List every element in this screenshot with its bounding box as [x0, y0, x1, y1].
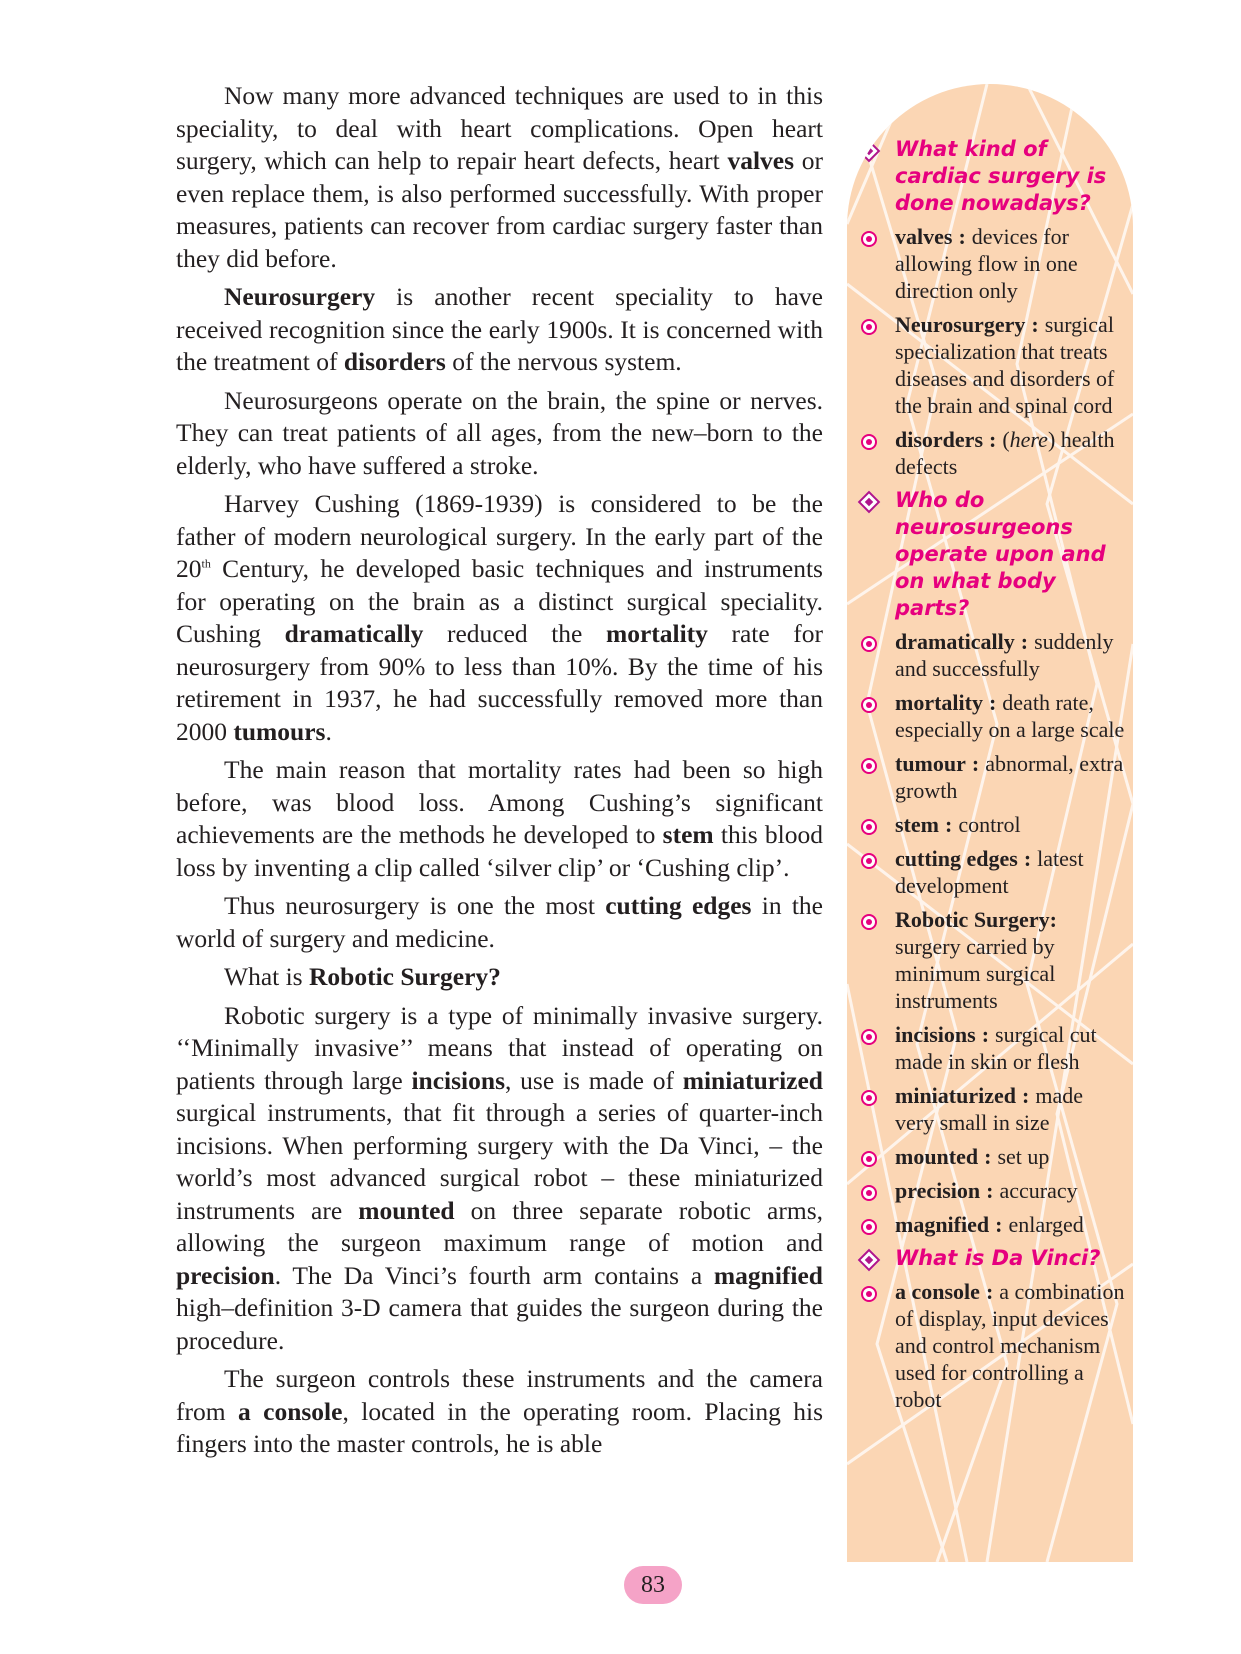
text-run: Neurosurgeons operate on the brain, the spine or nerves. They can treat patients of all ages, from the new–born to the elderly, who have suffered a stroke. — [176, 385, 823, 480]
text-run: reduced the — [423, 619, 606, 648]
circle-bullet-icon — [861, 1185, 877, 1201]
text-run: The main reason that mortality rates had been so high before, was blood loss. Among Cushing’s significant achievements are the methods he developed to — [176, 755, 823, 849]
circle-bullet-icon — [861, 1286, 877, 1302]
glossary-entry — [847, 223, 1133, 304]
term-separator: : — [971, 751, 980, 776]
highlighted-term: mounted — [358, 1195, 455, 1225]
glossary-note: here — [1009, 427, 1048, 452]
text-run: , located in the operating room. Placing his fingers into the master controls, he is able — [176, 1396, 824, 1458]
body-paragraph — [176, 1363, 823, 1461]
body-paragraph — [176, 80, 823, 275]
highlighted-term: a console — [237, 1396, 343, 1426]
body-paragraph — [176, 961, 823, 994]
highlighted-term: stem — [662, 820, 714, 849]
glossary-term: disorders — [895, 427, 983, 452]
circle-bullet-icon — [861, 819, 877, 835]
glossary-definition: surgery carried by minimum surgical instruments — [895, 934, 1056, 1013]
text-run: . — [325, 716, 332, 746]
circle-bullet-icon — [861, 697, 877, 713]
term-separator: : — [958, 224, 966, 249]
glossary-definition: surgical specialization that treats diseases and disorders of the brain and spinal cord — [895, 312, 1115, 418]
sidebar-question — [847, 136, 1133, 217]
text-run: rate for neurosurgery from 90% to less than 10%. By the time of his retirement in 1937, he had successfully removed more than 2000 — [176, 619, 823, 746]
main-text — [176, 80, 823, 1467]
glossary-definition: latest development — [895, 846, 1084, 898]
text-run: of the nervous system. — [445, 347, 682, 376]
glossary-entry — [847, 811, 1133, 838]
glossary-definition: control — [958, 812, 1021, 837]
glossary-list — [847, 136, 1133, 1420]
body-paragraph — [176, 754, 823, 884]
glossary-term: cutting edges — [895, 846, 1018, 871]
text-run: in the world of surgery and medicine. — [176, 891, 823, 953]
glossary-definition: death rate, especially on a large scale — [895, 690, 1125, 742]
glossary-definition: health defects — [895, 427, 1115, 479]
body-paragraph — [176, 281, 823, 379]
glossary-term: valves — [895, 224, 953, 249]
sidebar-question — [847, 487, 1133, 622]
glossary-entry — [847, 845, 1133, 899]
glossary-term: tumour — [895, 751, 966, 776]
glossary-definition: suddenly and successfully — [895, 629, 1114, 681]
body-paragraph — [176, 1000, 823, 1358]
glossary-term: precision — [895, 1178, 981, 1203]
circle-bullet-icon — [861, 758, 877, 774]
question-text: Who do neurosurgeons operate upon and on what body parts? — [895, 488, 1106, 620]
circle-bullet-icon — [861, 1029, 877, 1045]
diamond-bullet-icon — [858, 140, 881, 163]
glossary-entry — [847, 689, 1133, 743]
glossary-definition: surgical cut made in skin or flesh — [895, 1022, 1097, 1074]
text-run: What is — [224, 962, 309, 991]
glossary-entry — [847, 1143, 1133, 1170]
highlighted-term: disorders — [343, 347, 446, 376]
highlighted-term: Robotic Surgery? — [308, 962, 501, 991]
circle-bullet-icon — [861, 853, 877, 869]
glossary-entry — [847, 1211, 1133, 1238]
sidebar-question — [847, 1245, 1133, 1272]
text-run: this blood loss by inventing a clip called ‘silver clip’ or ‘Cushing clip’. — [176, 820, 823, 882]
text-run: surgical instruments, that fit through a series of quarter-inch incisions. When performing surgery with the Da Vinci, – the world’s most advanced surgical robot – these miniaturized instruments are — [176, 1098, 823, 1225]
highlighted-term: dramatically — [284, 619, 424, 648]
glossary-entry — [847, 311, 1133, 419]
superscript: th — [201, 556, 211, 571]
text-run: Harvey Cushing (1869-1939) is considered to be the father of modern neurological surgery. In the early part of the 20 — [176, 489, 823, 583]
term-separator: : — [984, 1144, 992, 1169]
highlighted-term: incisions — [411, 1065, 506, 1095]
glossary-term: mounted — [895, 1144, 979, 1169]
text-run: The surgeon controls these instruments and the camera from — [176, 1364, 823, 1426]
text-run: , use is made of — [505, 1065, 683, 1095]
highlighted-term: miniaturized — [682, 1065, 823, 1095]
circle-bullet-icon — [861, 231, 877, 247]
glossary-term: magnified — [895, 1212, 990, 1237]
glossary-term: miniaturized — [895, 1083, 1016, 1108]
body-paragraph — [176, 890, 823, 955]
text-run: Century, he developed basic techniques and instruments for operating on the brain as a distinct surgical speciality. Cushing — [176, 554, 823, 648]
term-separator: : — [989, 427, 997, 452]
text-run: or even replace them, is also performed successfully. With proper measures, patients can recover from cardiac surgery faster than they did before. — [176, 146, 823, 273]
text-run: . The Da Vinci’s fourth arm contains a — [274, 1260, 714, 1290]
text-run: Thus neurosurgery is one the most — [224, 891, 606, 920]
glossary-entry — [847, 1082, 1133, 1136]
glossary-definition: enlarged — [1008, 1212, 1084, 1237]
term-separator: : — [988, 690, 997, 715]
term-separator: : — [944, 812, 953, 837]
page-number: 83 — [624, 1566, 682, 1604]
text-run: on three separate robotic arms, allowing the surgeon maximum range of motion and — [176, 1195, 823, 1257]
glossary-entry — [847, 1177, 1133, 1204]
glossary-entry — [847, 1021, 1133, 1075]
glossary-entry — [847, 906, 1133, 1014]
glossary-term: dramatically — [895, 629, 1015, 654]
term-separator: : — [981, 1022, 990, 1047]
glossary-term: incisions — [895, 1022, 976, 1047]
circle-bullet-icon — [861, 319, 877, 335]
glossary-definition: abnormal, extra growth — [895, 751, 1124, 803]
term-separator: : — [1031, 312, 1039, 337]
body-paragraph — [176, 488, 823, 748]
glossary-entry — [847, 628, 1133, 682]
text-run: high–definition 3-D camera that guides the surgeon during the procedure. — [176, 1293, 823, 1355]
highlighted-term: magnified — [713, 1260, 823, 1290]
term-separator: : — [1022, 1083, 1030, 1108]
diamond-bullet-icon — [858, 1249, 881, 1272]
diamond-bullet-icon — [858, 491, 881, 514]
glossary-sidebar — [847, 84, 1133, 1562]
text-run: Robotic surgery is a type of minimally invasive surgery. ‘‘Minimally invasive’’ means that instead of operating on patients through large — [176, 1000, 823, 1095]
glossary-term: Robotic Surgery: — [895, 907, 1057, 932]
glossary-term: Neurosurgery — [895, 312, 1026, 337]
glossary-definition: set up — [997, 1144, 1050, 1169]
highlighted-term: tumours — [233, 716, 326, 746]
circle-bullet-icon — [861, 914, 877, 930]
term-separator: : — [1023, 846, 1032, 871]
glossary-term: mortality — [895, 690, 983, 715]
glossary-term: a console — [895, 1279, 980, 1304]
glossary-definition: a combination of display, input devices and control mechanism used for controlling a robot — [895, 1279, 1125, 1412]
term-separator: : — [986, 1178, 994, 1203]
glossary-definition: made very small in size — [895, 1083, 1083, 1135]
question-text: What is Da Vinci? — [895, 1246, 1101, 1270]
glossary-definition: accuracy — [999, 1178, 1078, 1203]
highlighted-term: valves — [727, 146, 795, 175]
question-text: What kind of cardiac surgery is done nowadays? — [895, 137, 1107, 215]
glossary-entry — [847, 1278, 1133, 1413]
term-separator: : — [1020, 629, 1029, 654]
highlighted-term: mortality — [605, 619, 708, 648]
glossary-entry — [847, 750, 1133, 804]
term-separator: : — [985, 1279, 994, 1304]
circle-bullet-icon — [861, 1151, 877, 1167]
glossary-definition: devices for allowing flow in one direction only — [895, 224, 1078, 303]
highlighted-term: Neurosurgery — [224, 282, 376, 311]
body-paragraph — [176, 385, 823, 483]
text-run: is another recent speciality to have received recognition since the early 1900s. It is concerned with the treatment of — [176, 282, 823, 376]
circle-bullet-icon — [861, 1090, 877, 1106]
glossary-term: stem — [895, 812, 939, 837]
circle-bullet-icon — [861, 636, 877, 652]
highlighted-term: precision — [176, 1260, 275, 1290]
text-run: Now many more advanced techniques are used to in this speciality, to deal with heart complications. Open heart surgery, which can help to repair heart defects, heart — [176, 81, 823, 175]
circle-bullet-icon — [861, 1219, 877, 1235]
highlighted-term: cutting edges — [605, 891, 752, 920]
glossary-entry: disorders : (here) health defects — [847, 426, 1133, 480]
term-separator: : — [995, 1212, 1003, 1237]
circle-bullet-icon — [861, 434, 877, 450]
